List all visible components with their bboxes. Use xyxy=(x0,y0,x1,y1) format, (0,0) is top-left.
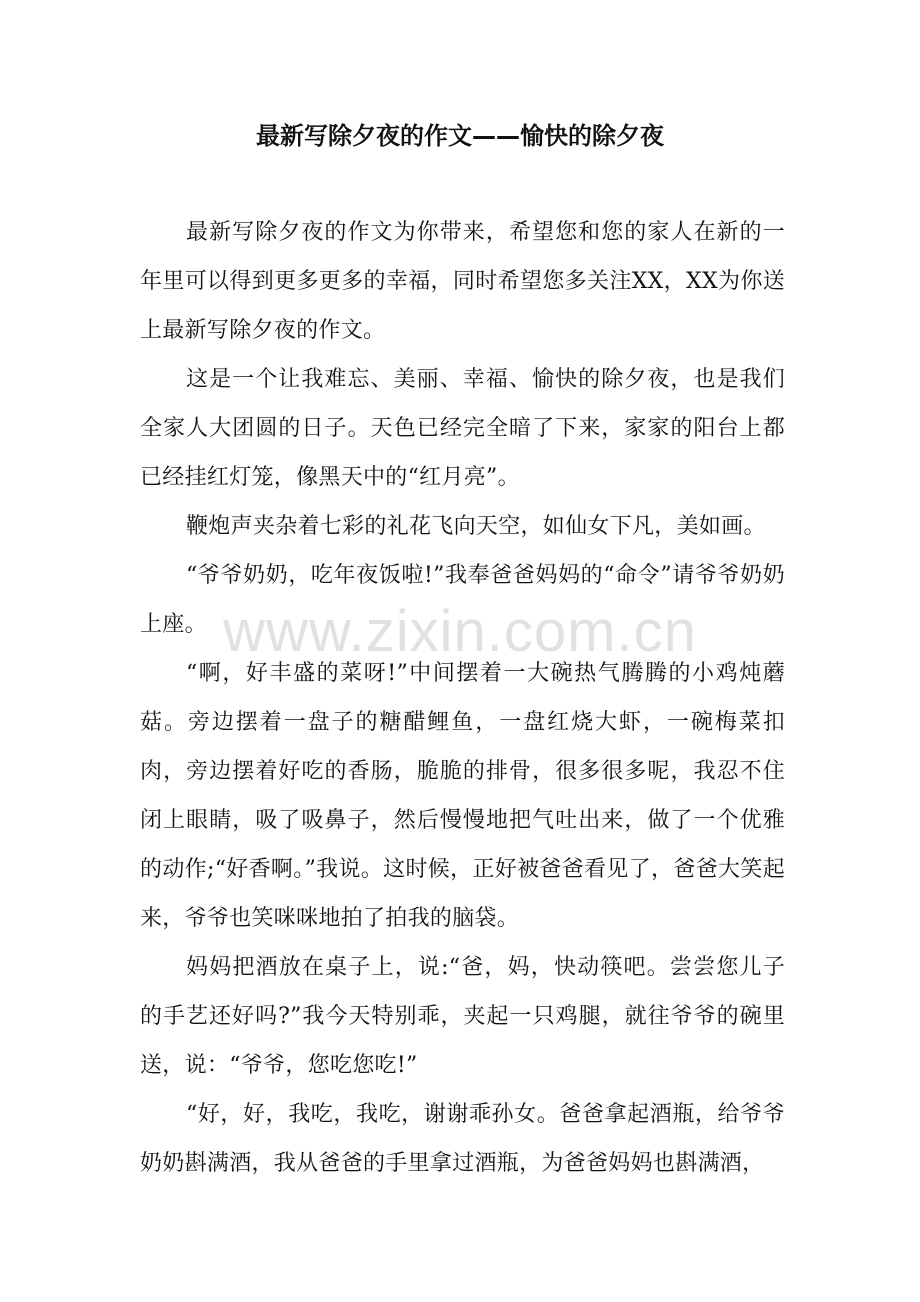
document-body xyxy=(140,208,785,1188)
watermark: www.zixin.com.cn xyxy=(223,599,697,664)
paragraph: 鞭炮声夹杂着七彩的礼花飞向天空，如仙女下凡，美如画。 xyxy=(186,514,766,539)
paragraph: “爷爷奶奶，吃年夜饭啦!”我奉爸爸妈妈的“命令”请爷爷奶奶上座。 xyxy=(140,563,785,637)
paragraph: 最新写除夕夜的作文为你带来，希望您和您的家人在新的一年里可以得到更多更多的幸福，同时希望您多关注XX，XX为你送上最新写除夕夜的作文。 xyxy=(140,220,785,343)
paragraph: 妈妈把酒放在桌子上，说:“爸，妈，快动筷吧。尝尝您儿子的手艺还好吗?”我今天特别乖，夹起一只鸡腿，就往爷爷的碗里送，说：“爷爷，您吃您吃!” xyxy=(140,955,785,1078)
paragraph: “啊，好丰盛的菜呀!”中间摆着一大碗热气腾腾的小鸡炖蘑菇。旁边摆着一盘子的糖醋鲤鱼，一盘红烧大虾，一碗梅菜扣肉，旁边摆着好吃的香肠，脆脆的排骨，很多很多呢，我忍不住闭上眼睛，吸了吸鼻子，然后慢慢地把气吐出来，做了一个优雅的动作;“好香啊。”我说。这时候，正好被爸爸看见了，爸爸大笑起来，爷爷也笑咪咪地拍了拍我的脑袋。 xyxy=(140,661,785,931)
document-title: 最新写除夕夜的作文——愉快的除夕夜 xyxy=(256,122,664,150)
paragraph: “好，好，我吃，我吃，谢谢乖孙女。爸爸拿起酒瓶，给爷爷奶奶斟满酒，我从爸爸的手里拿过酒瓶，为爸爸妈妈也斟满酒， xyxy=(140,1102,785,1176)
paragraph: 这是一个让我难忘、美丽、幸福、愉快的除夕夜，也是我们全家人大团圆的日子。天色已经完全暗了下来，家家的阳台上都已经挂红灯笼，像黑天中的“红月亮”。 xyxy=(140,367,785,490)
